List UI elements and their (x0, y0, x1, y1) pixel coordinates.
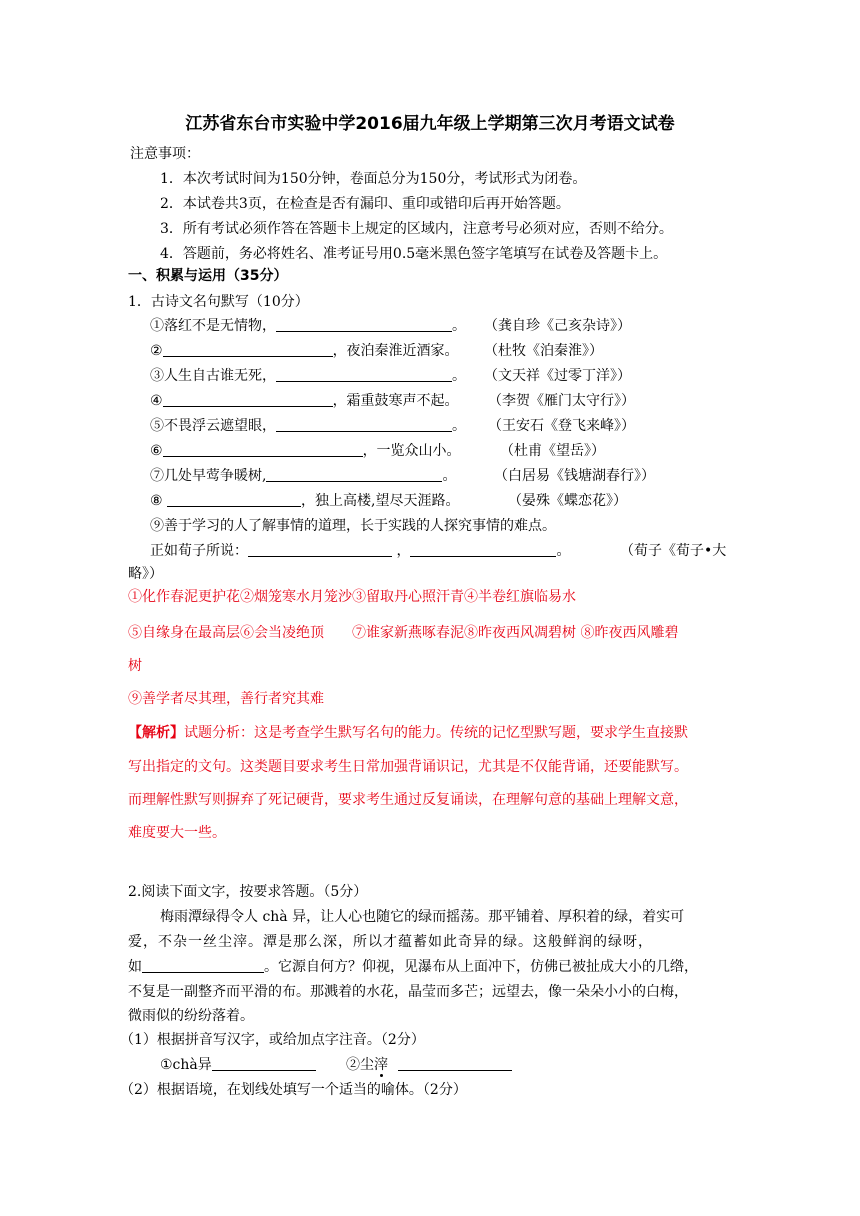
recite-source-2: （杜牧《泊秦淮》） (484, 343, 603, 359)
subquestion-1-a (160, 1055, 316, 1075)
answer-blank[interactable] (163, 342, 333, 357)
passage-line-1: 梅雨潭绿得令人 chà 异，让人心也随它的绿而摇荡。那平铺着、厚积着的绿，着实可 (160, 909, 685, 925)
recite-suffix: ，一览众山小。 (362, 443, 461, 459)
answer-line-3: 树 (128, 658, 142, 674)
recite-prefix: ⑥ (150, 443, 163, 459)
analysis-line-4: 难度要大一些。 (128, 825, 226, 841)
char-item: ②尘 (346, 1057, 374, 1073)
exam-title: 江苏省东台市实验中学2016届九年级上学期第三次月考语文试卷 (185, 114, 675, 134)
question-2-heading: 2.阅读下面文字，按要求答题。（5分） (128, 884, 368, 900)
recite-line-7 (150, 466, 456, 486)
answer-blank[interactable] (276, 417, 452, 432)
recite-line-1 (150, 316, 466, 336)
answer-blank[interactable] (276, 317, 452, 332)
recite-line-5 (150, 416, 466, 436)
recite-source-9-cont: 略》） (128, 566, 163, 582)
answer-blank[interactable] (248, 542, 392, 557)
notice-item-1: 1．本次考试时间为150分钟，卷面总分为150分，考试形式为闭卷。 (160, 171, 587, 187)
notice-item-2: 2．本试卷共3页，在检查是否有漏印、重印或错印后再开始答题。 (160, 196, 570, 212)
recite-prefix: ④ (150, 393, 163, 409)
recite-source-9: （荀子《荀子•大 (620, 543, 727, 559)
notice-item-3: 3．所有考试必须作答在答题卡上规定的区域内，注意考号必须对应，否则不给分。 (160, 221, 673, 237)
recite-source-1: （龚自珍《己亥杂诗》） (484, 318, 631, 334)
notice-item-4: 4．答题前，务必将姓名、准考证号用0.5毫米黑色签字笔填写在试卷及答题卡上。 (160, 246, 668, 262)
notice-heading: 注意事项： (130, 146, 200, 162)
answer-blank[interactable] (212, 1056, 316, 1071)
recite-suffix: 。 (556, 543, 571, 559)
question-1-heading: 1．古诗文名句默写（10分） (128, 294, 309, 310)
recite-suffix: 。 (442, 468, 457, 484)
recite-middle: ， (392, 543, 411, 559)
recite-suffix: ，独上高楼,望尽天涯路。 (301, 493, 460, 509)
answer-line-1: ①化作春泥更护花②烟笼寒水月笼沙③留取丹心照汗青④半卷红旗临易水 (128, 589, 576, 605)
recite-suffix: 。 (452, 418, 466, 434)
recite-line-9: ⑨善于学习的人了解事情的道理，长于实践的人探究事情的难点。 (150, 518, 556, 534)
passage-line-4: 不复是一副整齐而平滑的布。那溅着的水花，晶莹而多芒；远望去，像一朵朵小小的白梅， (128, 984, 688, 1000)
answer-blank[interactable] (163, 392, 333, 407)
passage-line-5: 微雨似的纷纷落着。 (128, 1008, 254, 1024)
recite-prefix: ⑦几处早莺争暖树, (150, 468, 267, 484)
analysis-tag: 【解析】 (128, 725, 184, 741)
subquestion-1-b (346, 1055, 512, 1075)
answer-blank[interactable] (398, 1056, 512, 1071)
recite-source-8: （晏殊《蝶恋花》） (508, 493, 627, 509)
answer-blank[interactable] (163, 442, 363, 457)
recite-suffix: 。 (452, 368, 466, 384)
recite-prefix: ② (150, 343, 163, 359)
recite-line-8 (150, 491, 459, 511)
answer-line-2: ⑤自缘身在最高层⑥会当凌绝顶 ⑦谁家新燕啄春泥⑧昨夜西风凋碧树 ⑧昨夜西风雕碧 (128, 625, 679, 641)
recite-prefix: ③人生自古谁无死， (150, 368, 276, 384)
analysis-line-1 (128, 722, 688, 744)
recite-source-7: （白居易《钱塘湖春行》） (494, 468, 655, 484)
subquestion-1: （1）根据拼音写汉字，或给加点字注音。（2分） (120, 1032, 425, 1048)
answer-blank[interactable] (410, 542, 556, 557)
recite-source-6: （杜甫《望岳》） (500, 443, 605, 459)
subquestion-2: （2）根据语境，在划线处填写一个适当的喻体。（2分） (120, 1082, 467, 1098)
recite-source-3: （文天祥《过零丁洋》） (484, 368, 631, 384)
answer-blank[interactable] (276, 367, 452, 382)
passage-line-3 (128, 957, 698, 977)
recite-prefix: ①落红不是无情物， (150, 318, 276, 334)
recite-source-4: （李贺《雁门太守行》） (488, 393, 635, 409)
recite-line-9b (150, 541, 570, 561)
section-heading-1: 一、积累与运用（35分） (128, 268, 288, 284)
pinyin-item: ①chà异 (160, 1057, 212, 1073)
recite-prefix: 正如荀子所说： (150, 543, 248, 559)
recite-line-4 (150, 391, 459, 411)
recite-line-3 (150, 366, 466, 386)
recite-prefix: ⑤不畏浮云遮望眼， (150, 418, 276, 434)
analysis-line-3: 而理解性默写则摒弃了死记硬背，要求考生通过反复诵读，在理解句意的基础上理解文意， (128, 792, 688, 808)
passage-prefix: 如 (128, 959, 142, 975)
recite-prefix: ⑧ (150, 493, 168, 509)
recite-source-5: （王安石《登飞来峰》） (488, 418, 635, 434)
answer-blank[interactable] (167, 492, 301, 507)
recite-suffix: 。 (452, 318, 466, 334)
analysis-line-2: 写出指定的文句。这类题目要求考生日常加强背诵识记，尤其是不仅能背诵，还要能默写。 (128, 759, 688, 775)
answer-line-4: ⑨善学者尽其理，善行者究其难 (128, 691, 324, 707)
recite-suffix: ，夜泊秦淮近酒家。 (332, 343, 459, 359)
simile-blank[interactable] (142, 958, 264, 973)
recite-line-2 (150, 341, 459, 361)
recite-suffix: ，霜重鼓寒声不起。 (332, 393, 459, 409)
passage-line-2: 爱，不杂一丝尘滓。潭是那么深，所以才蕴蓄如此奇异的绿。这般鲜润的绿呀， (128, 934, 653, 950)
passage-suffix: 。它源自何方？仰视，见瀑布从上面冲下，仿佛已被扯成大小的几绺， (264, 959, 698, 975)
analysis-text: 试题分析：这是考查学生默写名句的能力。传统的记忆型默写题，要求学生直接默 (184, 725, 688, 741)
answer-blank[interactable] (266, 467, 442, 482)
recite-line-6 (150, 441, 461, 461)
dotted-char: 滓 (374, 1057, 388, 1073)
